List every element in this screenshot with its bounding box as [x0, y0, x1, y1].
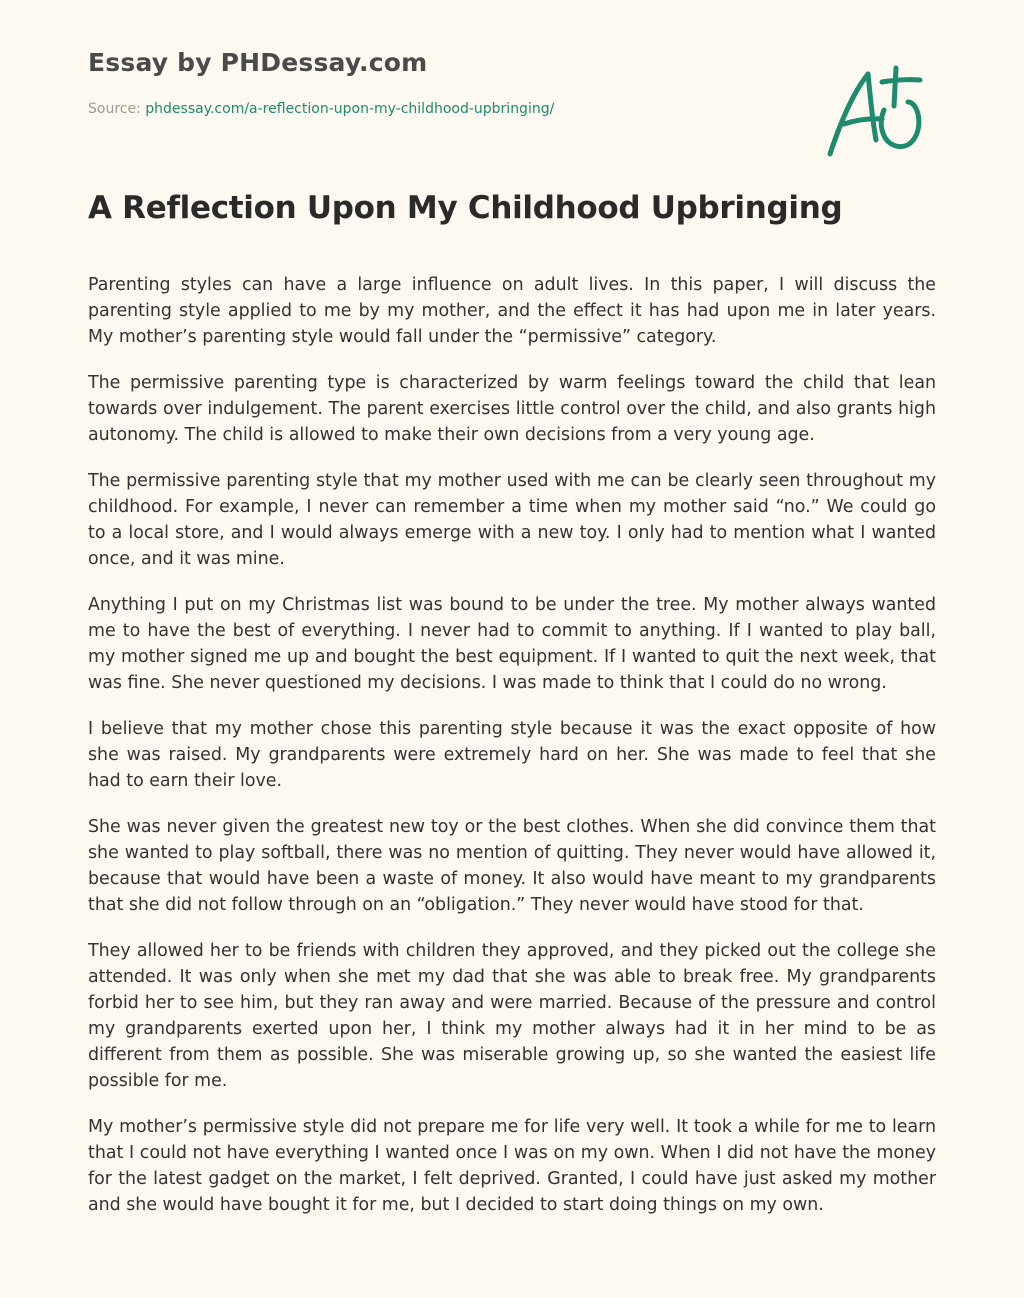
source-label: Source: [88, 101, 146, 117]
essay-paragraph: Anything I put on my Christmas list was bound to be under the tree. My mother always wanted me to have the best of everything. I never had to commit to anything. If I wanted to play ball, my mother signed me up and bought the best equipment. If I wanted to quit the next week, that was fine. She never questioned my decisions. I was made to think that I could do no wrong. [88, 595, 936, 693]
essay-paragraph: She was never given the greatest new toy or the best clothes. When she did convince them that she wanted to play softball, there was no mention of quitting. They never would have allowed it, because that would have been a waste of money. It also would have meant to my grandparents that she did not follow through on an “obligation.” They never would have stood for that. [88, 817, 936, 915]
essay-paragraph: They allowed her to be friends with children they approved, and they picked out the college she attended. It was only when she met my dad that she was able to break free. My grandparents forbid her to see him, but they ran away and were married. Because of the pressure and control my grandparents exerted upon her, I think my mother always had it in her mind to be as different from them as possible. She was miserable growing up, so she wanted the easiest life possible for me. [88, 941, 936, 1091]
a-plus-grade-icon [822, 62, 932, 162]
essay-paragraph: My mother’s permissive style did not prepare me for life very well. It took a while for me to learn that I could not have everything I wanted once I was on my own. When I did not have the money for the latest gadget on the market, I felt deprived. Granted, I could have just asked my mother and she would have bought it for me, but I decided to start doing things on my own. [88, 1117, 936, 1215]
source-link[interactable]: phdessay.com/a-reflection-upon-my-childhood-upbringing/ [145, 101, 555, 117]
essay-paragraph: Parenting styles can have a large influence on adult lives. In this paper, I will discuss the parenting style applied to me by my mother, and the effect it has had upon me in later years. My mother’s parenting style would fall under the “permissive” category. [88, 275, 936, 347]
site-title: Essay by PHDessay.com [88, 48, 428, 77]
source-line [88, 101, 554, 117]
essay-paragraph: The permissive parenting style that my mother used with me can be clearly seen throughout my childhood. For example, I never can remember a time when my mother said “no.” We could go to a local store, and I would always emerge with a new toy. I only had to mention what I wanted once, and it was mine. [88, 471, 936, 569]
essay-paragraph: The permissive parenting type is characterized by warm feelings toward the child that lean towards over indulgement. The parent exercises little control over the child, and also grants high autonomy. The child is allowed to make their own decisions from a very young age. [88, 373, 936, 445]
essay-paragraph: I believe that my mother chose this parenting style because it was the exact opposite of how she was raised. My grandparents were extremely hard on her. She was made to feel that she had to earn their love. [88, 719, 936, 791]
essay-title: A Reflection Upon My Childhood Upbringing [88, 190, 843, 226]
essay-body [88, 272, 936, 1238]
